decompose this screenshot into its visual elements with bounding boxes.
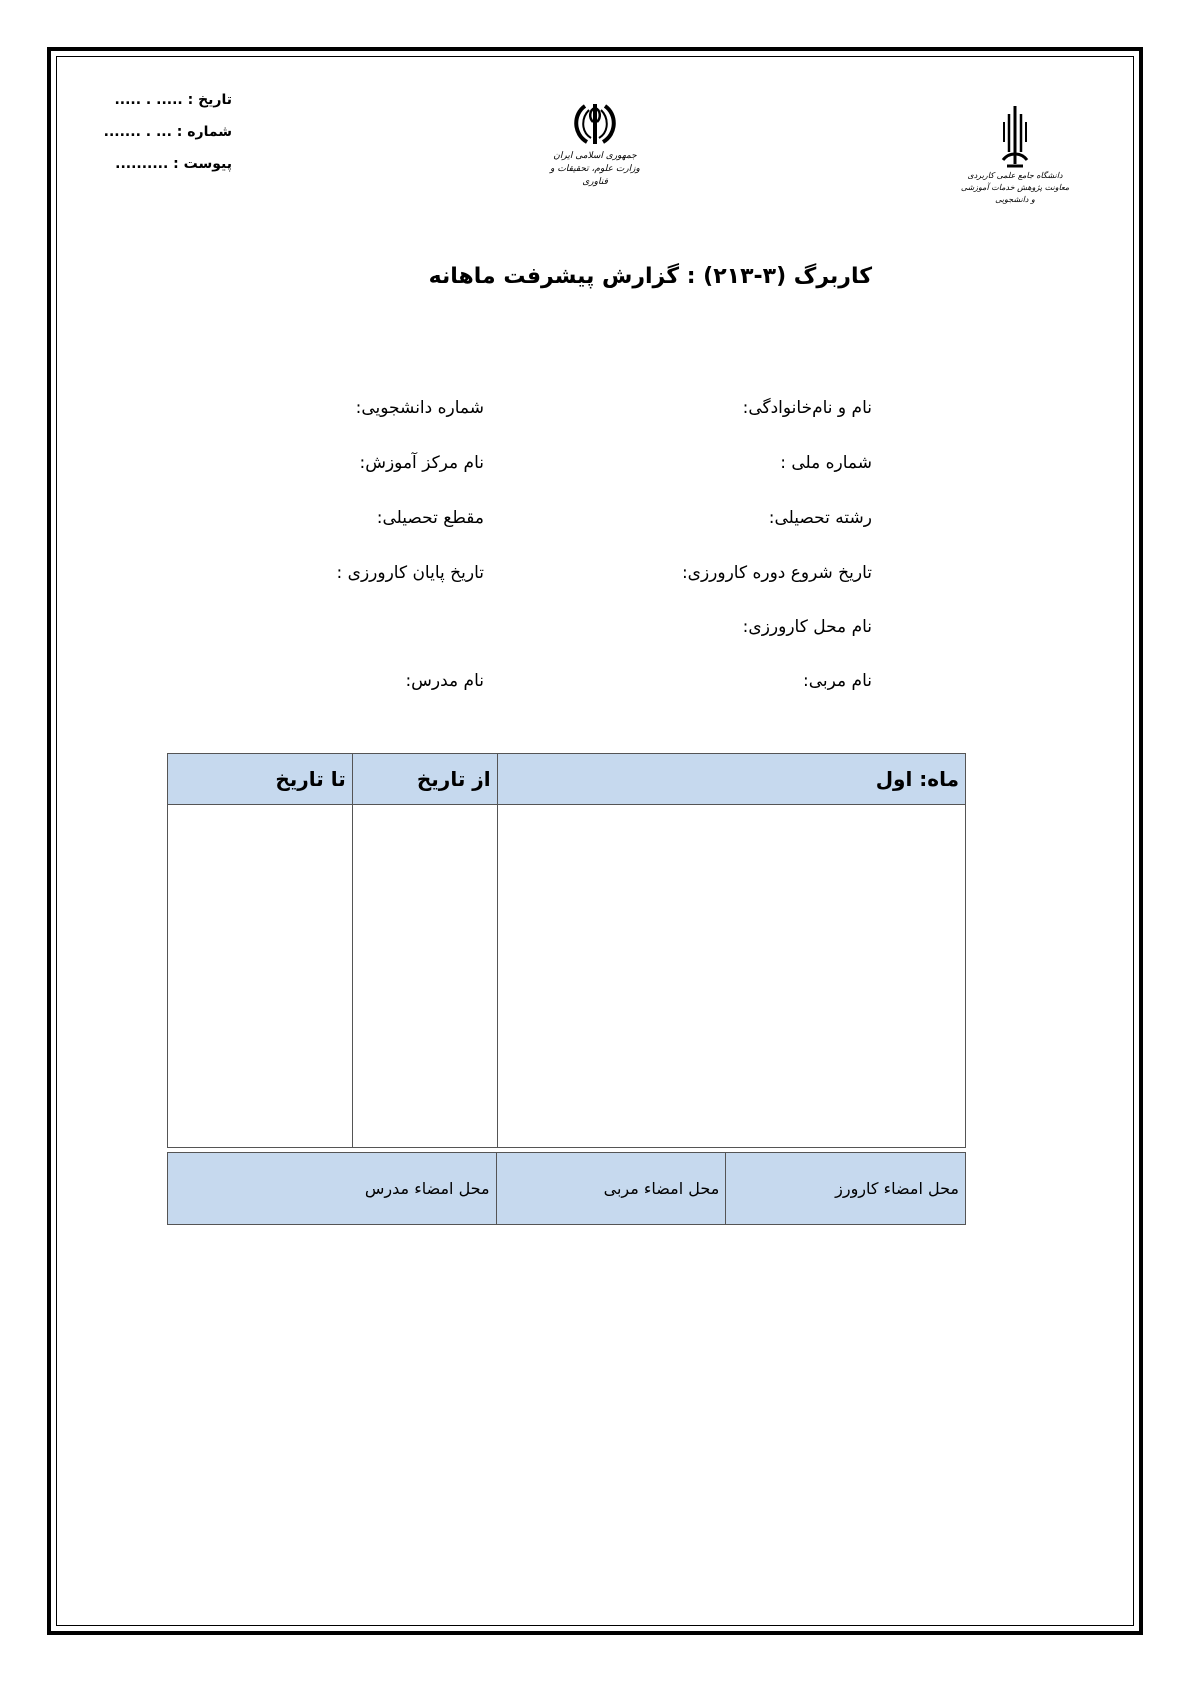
letter-meta xyxy=(103,84,232,180)
logo-caption-2: معاونت پژوهش خدمات آموزشی و دانشجویی xyxy=(960,183,1070,204)
signature-row xyxy=(168,1153,966,1225)
internship-start-label: تاریخ شروع دوره کارورزی: xyxy=(681,563,872,583)
instructor-name-label: نام مدرس: xyxy=(405,671,484,691)
form-title: کاربرگ (۳-۲۱۳) : گزارش پیشرفت ماهانه xyxy=(428,264,872,289)
instructor-signature-cell[interactable]: محل امضاء مدرس xyxy=(168,1153,497,1225)
to-date-header: تا تاریخ xyxy=(168,754,353,805)
intern-signature-cell[interactable]: محل امضاء کارورز xyxy=(726,1153,966,1225)
internship-end-label: تاریخ پایان کارورزی : xyxy=(336,563,484,583)
emblem-caption-2: وزارت علوم، تحقیقات و فناوری xyxy=(550,164,640,187)
iran-emblem-logo xyxy=(540,100,650,189)
report-body-row xyxy=(168,805,966,1148)
date-line: تاریخ : ..... . ..... xyxy=(114,92,232,108)
attachment-line: پیوست : .......... xyxy=(115,156,232,172)
degree-level-label: مقطع تحصیلی: xyxy=(376,508,484,528)
university-logo-icon xyxy=(995,104,1035,170)
logo-caption-1: دانشگاه جامع علمی کاربردی xyxy=(967,171,1063,180)
number-line: شماره : ... . ....... xyxy=(103,124,232,140)
trainer-signature-cell[interactable]: محل امضاء مربی xyxy=(496,1153,726,1225)
internship-place-label: نام محل کارورزی: xyxy=(742,617,872,637)
signature-table xyxy=(167,1152,966,1225)
from-date-cell[interactable] xyxy=(352,805,497,1148)
table-header-row xyxy=(168,754,966,805)
trainer-name-label: نام مربی: xyxy=(803,671,872,691)
monthly-report-table xyxy=(167,753,966,1148)
training-center-label: نام مرکز آموزش: xyxy=(359,453,484,473)
month-header: ماه: اول xyxy=(497,754,965,805)
emblem-caption-1: جمهوری اسلامی ایران xyxy=(553,151,637,161)
university-logo xyxy=(960,104,1070,206)
from-date-header: از تاریخ xyxy=(352,754,497,805)
national-id-label: شماره ملی : xyxy=(780,453,872,473)
to-date-cell[interactable] xyxy=(168,805,353,1148)
student-number-label: شماره دانشجویی: xyxy=(355,398,484,418)
full-name-label: نام و نام‌خانوادگی: xyxy=(742,398,872,418)
report-content-cell[interactable] xyxy=(497,805,965,1148)
field-of-study-label: رشته تحصیلی: xyxy=(768,508,872,528)
iran-emblem-icon xyxy=(567,100,623,150)
